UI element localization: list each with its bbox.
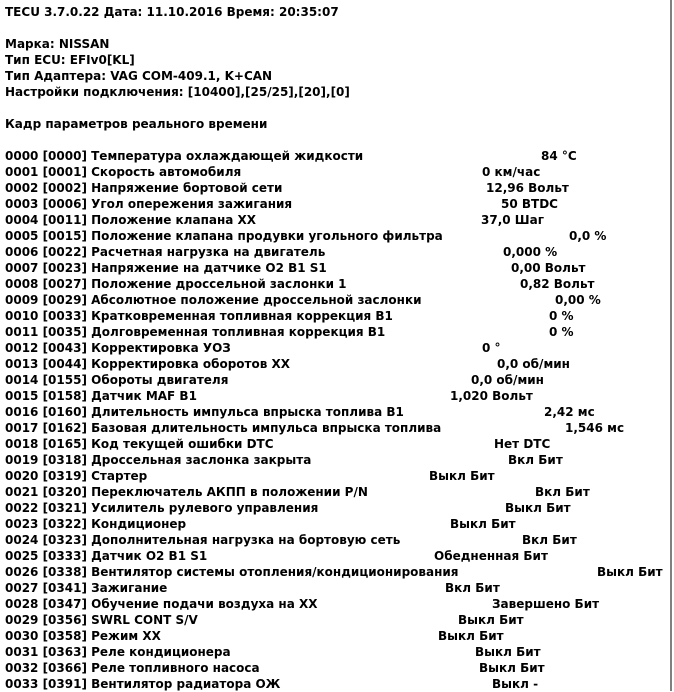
- param-row: [5, 500, 665, 516]
- param-name: 0004 [0011] Положение клапана ХХ: [5, 213, 257, 227]
- param-name: 0033 [0391] Вентилятор радиатора ОЖ: [5, 677, 281, 691]
- param-value: 0,000 %: [503, 245, 558, 259]
- param-row: [5, 644, 665, 660]
- param-row: [5, 180, 665, 196]
- param-value: Выкл Бит: [458, 613, 524, 627]
- param-value: Выкл Бит: [475, 645, 541, 659]
- param-name: 0027 [0341] Зажигание: [5, 581, 168, 595]
- param-name: 0001 [0001] Скорость автомобиля: [5, 165, 242, 179]
- param-value: Вкл Бит: [445, 581, 500, 595]
- report-title-line: TECU 3.7.0.22 Дата: 11.10.2016 Время: 20:35:07: [5, 5, 339, 19]
- param-row: [5, 660, 665, 676]
- param-row: [5, 340, 665, 356]
- param-value: 12,96 Вольт: [486, 181, 569, 195]
- param-value: 0 °: [482, 341, 501, 355]
- param-row: [5, 612, 665, 628]
- param-name: 0030 [0358] Режим ХХ: [5, 629, 161, 643]
- param-name: 0015 [0158] Датчик MAF B1: [5, 389, 197, 403]
- param-row: [5, 276, 665, 292]
- param-name: 0006 [0022] Расчетная нагрузка на двигатель: [5, 245, 326, 259]
- param-row: [5, 564, 665, 580]
- param-row: [5, 388, 665, 404]
- param-value: 1,546 мс: [565, 421, 625, 435]
- param-value: 0 %: [549, 309, 574, 323]
- param-value: Обедненная Бит: [434, 549, 548, 563]
- param-row: [5, 164, 665, 180]
- param-row: [5, 452, 665, 468]
- param-name: 0013 [0044] Корректировка оборотов ХХ: [5, 357, 291, 371]
- param-row: [5, 436, 665, 452]
- param-name: 0018 [0165] Код текущей ошибки DTC: [5, 437, 274, 451]
- param-name: 0028 [0347] Обучение подачи воздуха на ХХ: [5, 597, 318, 611]
- param-row: [5, 228, 665, 244]
- param-value: 37,0 Шаг: [481, 213, 544, 227]
- param-value: 0,0 %: [569, 229, 607, 243]
- connection-settings-line: Настройки подключения: [10400],[25/25],[20],[0]: [5, 85, 350, 99]
- param-row: [5, 404, 665, 420]
- param-value: 0,82 Вольт: [520, 277, 595, 291]
- param-name: 0031 [0363] Реле кондиционера: [5, 645, 231, 659]
- param-row: [5, 324, 665, 340]
- param-value: Выкл Бит: [429, 469, 495, 483]
- param-row: [5, 260, 665, 276]
- param-value: 1,020 Вольт: [450, 389, 533, 403]
- param-name: 0022 [0321] Усилитель рулевого управления: [5, 501, 319, 515]
- param-row: [5, 372, 665, 388]
- param-name: 0021 [0320] Переключатель АКПП в положении P/N: [5, 485, 368, 499]
- param-value: Вкл Бит: [522, 533, 577, 547]
- param-value: Вкл Бит: [508, 453, 563, 467]
- param-row: [5, 356, 665, 372]
- param-row: [5, 244, 665, 260]
- param-name: 0010 [0033] Кратковременная топливная коррекция B1: [5, 309, 393, 323]
- param-value: Выкл Бит: [597, 565, 663, 579]
- param-value: Выкл Бит: [450, 517, 516, 531]
- param-row: [5, 292, 665, 308]
- param-row: [5, 516, 665, 532]
- param-value: 0 км/час: [482, 165, 541, 179]
- param-name: 0011 [0035] Долговременная топливная коррекция B1: [5, 325, 386, 339]
- param-row: [5, 484, 665, 500]
- param-name: 0029 [0356] SWRL CONT S/V: [5, 613, 198, 627]
- param-row: [5, 596, 665, 612]
- param-row: [5, 420, 665, 436]
- param-name: 0000 [0000] Температура охлаждающей жидкости: [5, 149, 364, 163]
- param-value: 50 BTDC: [501, 197, 558, 211]
- make-line: Марка: NISSAN: [5, 37, 110, 51]
- param-name: 0008 [0027] Положение дроссельной заслонки 1: [5, 277, 347, 291]
- param-value: 0,0 об/мин: [471, 373, 544, 387]
- param-value: 0,00 Вольт: [511, 261, 586, 275]
- param-name: 0009 [0029] Абсолютное положение дроссельной заслонки: [5, 293, 422, 307]
- param-name: 0005 [0015] Положение клапана продувки угольного фильтра: [5, 229, 443, 243]
- param-row: [5, 468, 665, 484]
- param-name: 0024 [0323] Дополнительная нагрузка на бортовую сеть: [5, 533, 401, 547]
- param-name: 0020 [0319] Стартер: [5, 469, 148, 483]
- param-name: 0002 [0002] Напряжение бортовой сети: [5, 181, 283, 195]
- param-value: Вкл Бит: [535, 485, 590, 499]
- param-name: 0003 [0006] Угол опережения зажигания: [5, 197, 293, 211]
- param-name: 0019 [0318] Дроссельная заслонка закрыта: [5, 453, 312, 467]
- ecu-type-line: Тип ECU: EFIv0[KL]: [5, 53, 135, 67]
- param-row: [5, 148, 665, 164]
- param-row: [5, 212, 665, 228]
- section-title: Кадр параметров реального времени: [5, 117, 268, 131]
- param-value: 0 %: [549, 325, 574, 339]
- param-row: [5, 532, 665, 548]
- param-value: 2,42 мс: [544, 405, 595, 419]
- param-row: [5, 196, 665, 212]
- param-name: 0014 [0155] Обороты двигателя: [5, 373, 229, 387]
- param-name: 0023 [0322] Кондиционер: [5, 517, 187, 531]
- param-name: 0032 [0366] Реле топливного насоса: [5, 661, 260, 675]
- param-value: Завершено Бит: [492, 597, 600, 611]
- param-row: [5, 628, 665, 644]
- param-name: 0012 [0043] Корректировка УОЗ: [5, 341, 231, 355]
- param-value: 84 °C: [541, 149, 577, 163]
- param-value: Выкл -: [492, 677, 539, 691]
- param-name: 0016 [0160] Длительность импульса впрыска топлива B1: [5, 405, 404, 419]
- param-value: 0,00 %: [555, 293, 601, 307]
- param-name: 0025 [0333] Датчик O2 B1 S1: [5, 549, 208, 563]
- param-value: 0,0 об/мин: [497, 357, 570, 371]
- param-value: Выкл Бит: [479, 661, 545, 675]
- param-name: 0017 [0162] Базовая длительность импульса впрыска топлива: [5, 421, 442, 435]
- param-value: Выкл Бит: [438, 629, 504, 643]
- param-name: 0007 [0023] Напряжение на датчике O2 B1 S1: [5, 261, 327, 275]
- param-row: [5, 308, 665, 324]
- param-name: 0026 [0338] Вентилятор системы отопления/кондиционирования: [5, 565, 459, 579]
- param-row: [5, 548, 665, 564]
- param-row: [5, 676, 665, 692]
- adapter-type-line: Тип Адаптера: VAG COM-409.1, K+CAN: [5, 69, 273, 83]
- param-value: Нет DTC: [494, 437, 551, 451]
- param-value: Выкл Бит: [505, 501, 571, 515]
- param-row: [5, 580, 665, 596]
